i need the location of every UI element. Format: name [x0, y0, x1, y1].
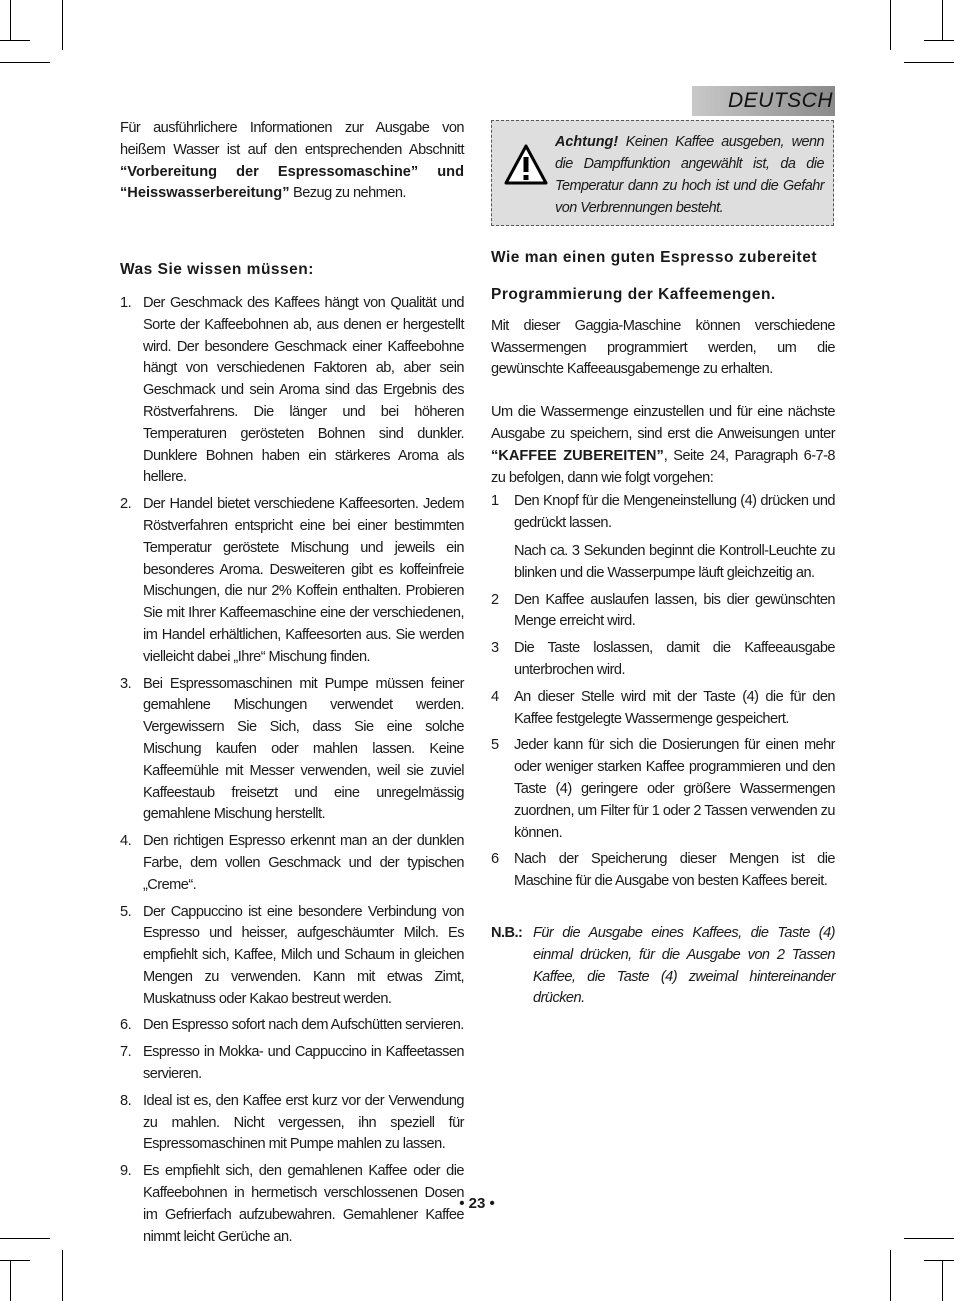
page-number: • 23 • — [459, 1195, 495, 1212]
list-item-text: Es empfiehlt sich, den gemahlenen Kaffee oder die Kaffeebohnen in hermetisch verschlossenen Dosen im Gefrierfach aufzubewahren. Gemahlener Kaffee nimmt leicht Gerüche an. — [143, 1163, 464, 1245]
crop-mark — [0, 62, 50, 63]
language-label: DEUTSCH — [727, 89, 833, 112]
list-item-text: Der Cappuccino ist eine besondere Verbindung von Espresso und heisser, aufgeschäumter Milch. Es empfiehlt sich, Kaffee, Milch und Schaum in gleichen Mengen zu verwenden. Kann mit etwas Zimt, Muskatnuss oder Kakao bestreut werden. — [143, 903, 464, 1007]
list-item-text: Espresso in Mokka- und Cappuccino in Kaffeetassen servieren. — [143, 1044, 464, 1083]
crop-mark — [942, 1261, 943, 1301]
list-item-number: 8. — [120, 1092, 132, 1109]
list-item-number: 4. — [120, 833, 132, 850]
paragraph: Um die Wassermenge einzustellen und für eine nächste Ausgabe zu speichern, sind erst die Anweisungen unter “KAFFEE ZUBEREITEN”, Seite 24, Paragraph 6-7-8 zu befolgen, dann wie folgt vorgehen: — [491, 404, 836, 486]
section-heading-programming: Programmierung der Kaffeemengen. — [491, 286, 776, 303]
crop-mark — [10, 0, 11, 40]
list-item — [120, 674, 464, 827]
list-item — [120, 1091, 464, 1156]
step-subtext: Nach ca. 3 Sekunden beginnt die Kontroll-Leuchte zu blinken und die Wasserpumpe läuft gleichzeitig an. — [514, 542, 835, 581]
crop-mark — [10, 1261, 11, 1301]
list-item — [120, 831, 464, 896]
list-item-text: Bei Espressomaschinen mit Pumpe müssen feiner gemahlene Mischungen verwendet werden. Vergewissern Sie Sich, dass Sie eine solche Mischung kaufen oder mahlen lassen. Keine Kaffeemühle mit Messer verwenden, weil sie zuviel Kaffeestaub freisetzt und eine unregelmässig gemahlene Mischung herstellt. — [143, 675, 464, 823]
step-item — [491, 590, 835, 634]
step-text: Den Kaffee auslaufen lassen, bis dier gewünschten Menge erreicht wird. — [514, 591, 835, 630]
list-item — [120, 1015, 464, 1037]
list-item — [120, 293, 464, 489]
crop-mark — [62, 1250, 63, 1301]
crop-mark — [0, 1238, 50, 1239]
crop-mark — [924, 40, 954, 41]
list-item-number: 7. — [120, 1044, 132, 1061]
crop-mark — [0, 1260, 30, 1261]
step-number: 3 — [491, 640, 499, 657]
crop-mark — [904, 1238, 954, 1239]
crop-mark — [924, 1260, 954, 1261]
step-number: 4 — [491, 688, 499, 705]
list-item-text: Der Geschmack des Kaffees hängt von Qualität und Sorte der Kaffeebohnen ab, aus denen er hergestellt wird. Der besondere Geschmack einer Kaffeebohne hängt von verschiedenen Faktoren ab, aber sein Geschmack und sein Aroma sind das Ergebnis des Röstverfahrens. Die länger und bei höheren Temperaturen gerösteten Bohnen sind dunkler. Dunklere Bohnen haben ein stärkeres Aroma als hellere. — [143, 294, 464, 486]
list-item-number: 1. — [120, 294, 132, 311]
step-text: Jeder kann für sich die Dosierungen für einen mehr oder weniger starken Kaffee programmieren und den Taste (4) geringere oder größere Wassermengen zuordnen, um Filter für 1 oder 2 Tassen verwenden zu können. — [514, 737, 835, 841]
language-tab — [692, 86, 835, 116]
step-item — [491, 491, 835, 584]
step-text: An dieser Stelle wird mit der Taste (4) die für den Kaffee festgelegte Wassermenge gespeichert. — [514, 688, 835, 727]
intro-paragraph: Für ausführlichere Informationen zur Ausgabe von heißem Wasser ist auf den entsprechenden Abschnitt “Vorbereitung der Espressomaschine” und “Heisswasserbereitung” Bezug zu nehmen. — [120, 120, 464, 202]
list-item-number: 5. — [120, 903, 132, 920]
crop-mark — [942, 0, 943, 40]
list-item-number: 9. — [120, 1163, 132, 1180]
list-item-text: Ideal ist es, den Kaffee erst kurz vor der Verwendung zu mahlen. Nicht vergessen, ihn speziell für Espressomaschinen mit Pumpe mahlen zu lassen. — [143, 1092, 464, 1153]
warning-box — [491, 120, 834, 226]
crop-mark — [62, 0, 63, 50]
section-heading: Was Sie wissen müssen: — [120, 261, 314, 279]
note-text: Für die Ausgabe eines Kaffees, die Taste (4) einmal drücken, für die Ausgabe von 2 Tassen Kaffee, die Taste (4) zweimal hintereinander drücken. — [533, 924, 835, 1007]
crop-mark — [904, 62, 954, 63]
step-number: 1 — [491, 493, 499, 510]
warning-text: Achtung! Keinen Kaffee ausgeben, wenn die Dampffunktion angewählt ist, da die Temperatur dann zu hoch ist und die Gefahr von Verbrennungen besteht. — [555, 134, 824, 216]
note-label: N.B.: — [491, 924, 523, 941]
list-item-number: 3. — [120, 675, 132, 692]
list-item-text: Der Handel bietet verschiedene Kaffeesorten. Jedem Röstverfahren entspricht eine bei einer bestimmten Temperatur geröstete Mischung und jeweils ein besonderes Aroma. Desweiteren gibt es koffeinfreie Mischungen, die nur 2% Koffein enthalten. Probieren Sie mit Ihrer Kaffeemaschine eine der verschiedenen, im Handel erhältlichen, Kaffeesorten aus. Sie werden vielleicht dabei „Ihre“ Mischung finden. — [143, 496, 464, 665]
steps-list — [491, 491, 835, 893]
list-item-number: 6. — [120, 1017, 132, 1034]
warning-label: Achtung! — [555, 134, 619, 150]
right-column — [491, 246, 835, 1010]
section-heading-espresso: Wie man einen guten Espresso zubereitet — [491, 249, 817, 266]
step-text: Die Taste loslassen, damit die Kaffeeausgabe unterbrochen wird. — [514, 640, 835, 678]
crop-mark — [890, 1250, 891, 1301]
step-number: 2 — [491, 591, 499, 608]
tips-list — [120, 293, 464, 1248]
list-item — [120, 494, 464, 668]
list-item-text: Den richtigen Espresso erkennt man an der dunklen Farbe, dem vollen Geschmack und der typischen „Creme“. — [143, 833, 464, 893]
crop-mark — [0, 40, 30, 41]
step-item — [491, 735, 835, 844]
list-item-number: 2. — [120, 496, 132, 513]
list-item — [120, 902, 464, 1011]
step-item — [491, 687, 835, 731]
list-item-text: Den Espresso sofort nach dem Aufschütten servieren. — [143, 1017, 464, 1034]
left-column — [120, 118, 464, 1253]
step-item — [491, 849, 835, 893]
crop-mark — [890, 0, 891, 50]
step-item — [491, 638, 835, 682]
note — [491, 923, 835, 1010]
list-item — [120, 1042, 464, 1086]
step-number: 6 — [491, 851, 499, 868]
step-number: 5 — [491, 737, 499, 754]
paragraph: Mit dieser Gaggia-Maschine können verschiedene Wassermengen programmiert werden, um die gewünschte Kaffeeausgabemenge zu erhalten. — [491, 317, 835, 378]
step-text: Den Knopf für die Mengeneinstellung (4) drücken und gedrückt lassen. — [514, 493, 835, 532]
step-text: Nach der Speicherung dieser Mengen ist die Maschine für die Ausgabe von besten Kaffees bereit. — [514, 851, 835, 890]
